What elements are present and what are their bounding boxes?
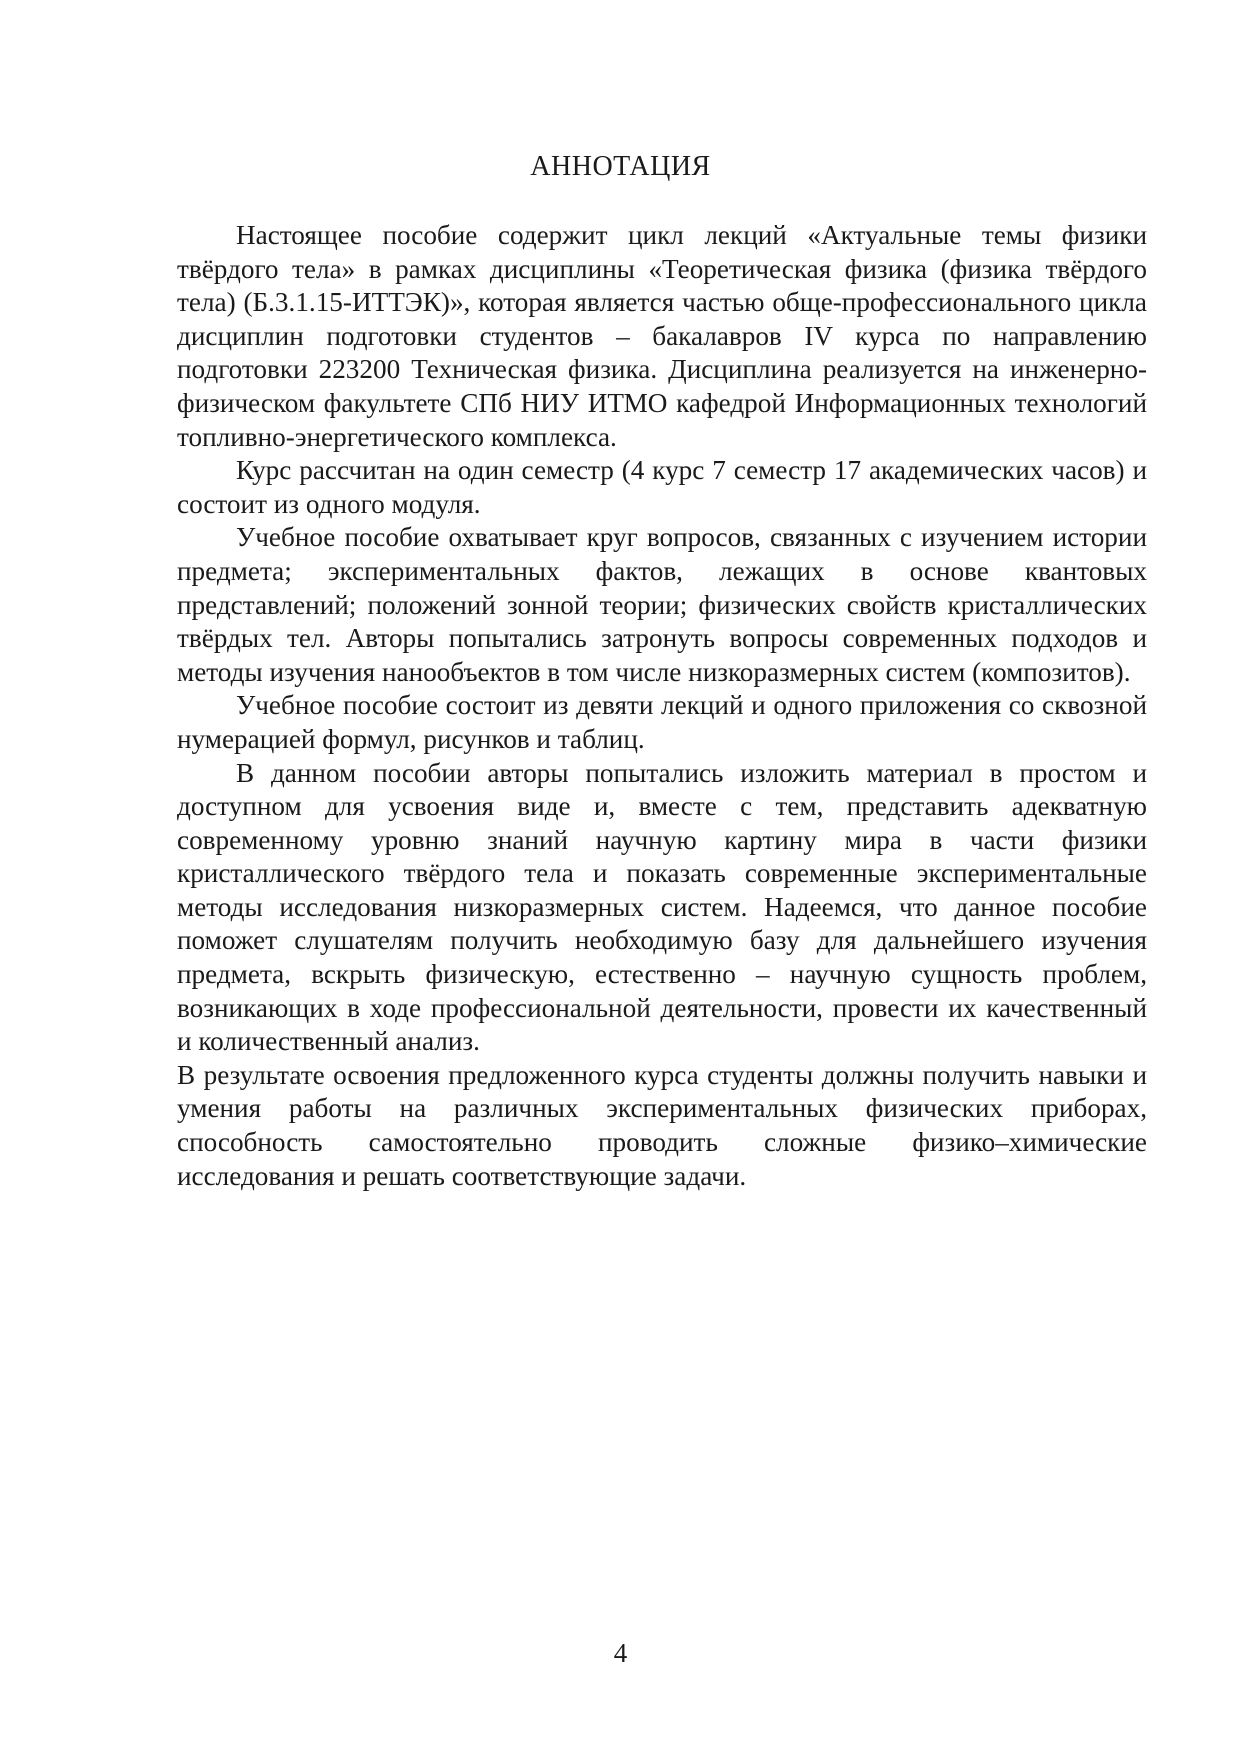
paragraph-structure: Учебное пособие состоит из девяти лекций и одного приложения со сквозной нумерацией формул, рисунков и таблиц. bbox=[177, 690, 1147, 754]
page-title: АННОТАЦИЯ bbox=[530, 151, 711, 182]
paragraph-outcomes: В результате освоения предложенного курса студенты должны получить навыки и умения работы на различных экспериментальных физических приборах, способность самостоятельно проводить сложные физико–химические исследования и решать соответствующие задачи. bbox=[177, 1059, 1147, 1191]
paragraph-goals: В данном пособии авторы попытались изложить материал в простом и доступном для усвоения виде и, вместе с тем, представить адекватную современному уровню знаний научную картину мира в части физики кристаллического твёрдого тела и показать современные экспериментальные методы исследования низкоразмерных систем. Надеемся, что данное пособие поможет слушателям получить необходимую базу для дальнейшего изучения предмета, вскрыть физическую, естественно – научную сущность проблем, возникающих в ходе профессиональной деятельности, провести их качественный и количественный анализ. bbox=[177, 757, 1147, 1057]
paragraph-course-duration: Курс рассчитан на один семестр (4 курс 7 семестр 17 академических часов) и состоит из одного модуля. bbox=[177, 455, 1147, 519]
paragraph-scope: Учебное пособие охватывает круг вопросов, связанных с изучением истории предмета; экспериментальных фактов, лежащих в основе квантовых представлений; положений зонной теории; физических свойств кристаллических твёрдых тел. Авторы попытались затронуть вопросы современных подходов и методы изучения нанообъектов в том числе низкоразмерных систем (композитов). bbox=[177, 522, 1147, 687]
annotation-body bbox=[177, 219, 1147, 1193]
page-number: 4 bbox=[613, 1638, 628, 1668]
paragraph-intro: Настоящее пособие содержит цикл лекций «Актуальные темы физики твёрдого тела» в рамках дисциплины «Теоретическая физика (физика твёрдого тела) (Б.3.1.15-ИТТЭК)», которая является частью обще-профессионального цикла дисциплин подготовки студентов – бакалавров IV курса по направлению подготовки 223200 Техническая физика. Дисциплина реализуется на инженерно-физическом факультете СПб НИУ ИТМО кафедрой Информационных технологий топливно-энергетического комплекса. bbox=[177, 220, 1147, 452]
